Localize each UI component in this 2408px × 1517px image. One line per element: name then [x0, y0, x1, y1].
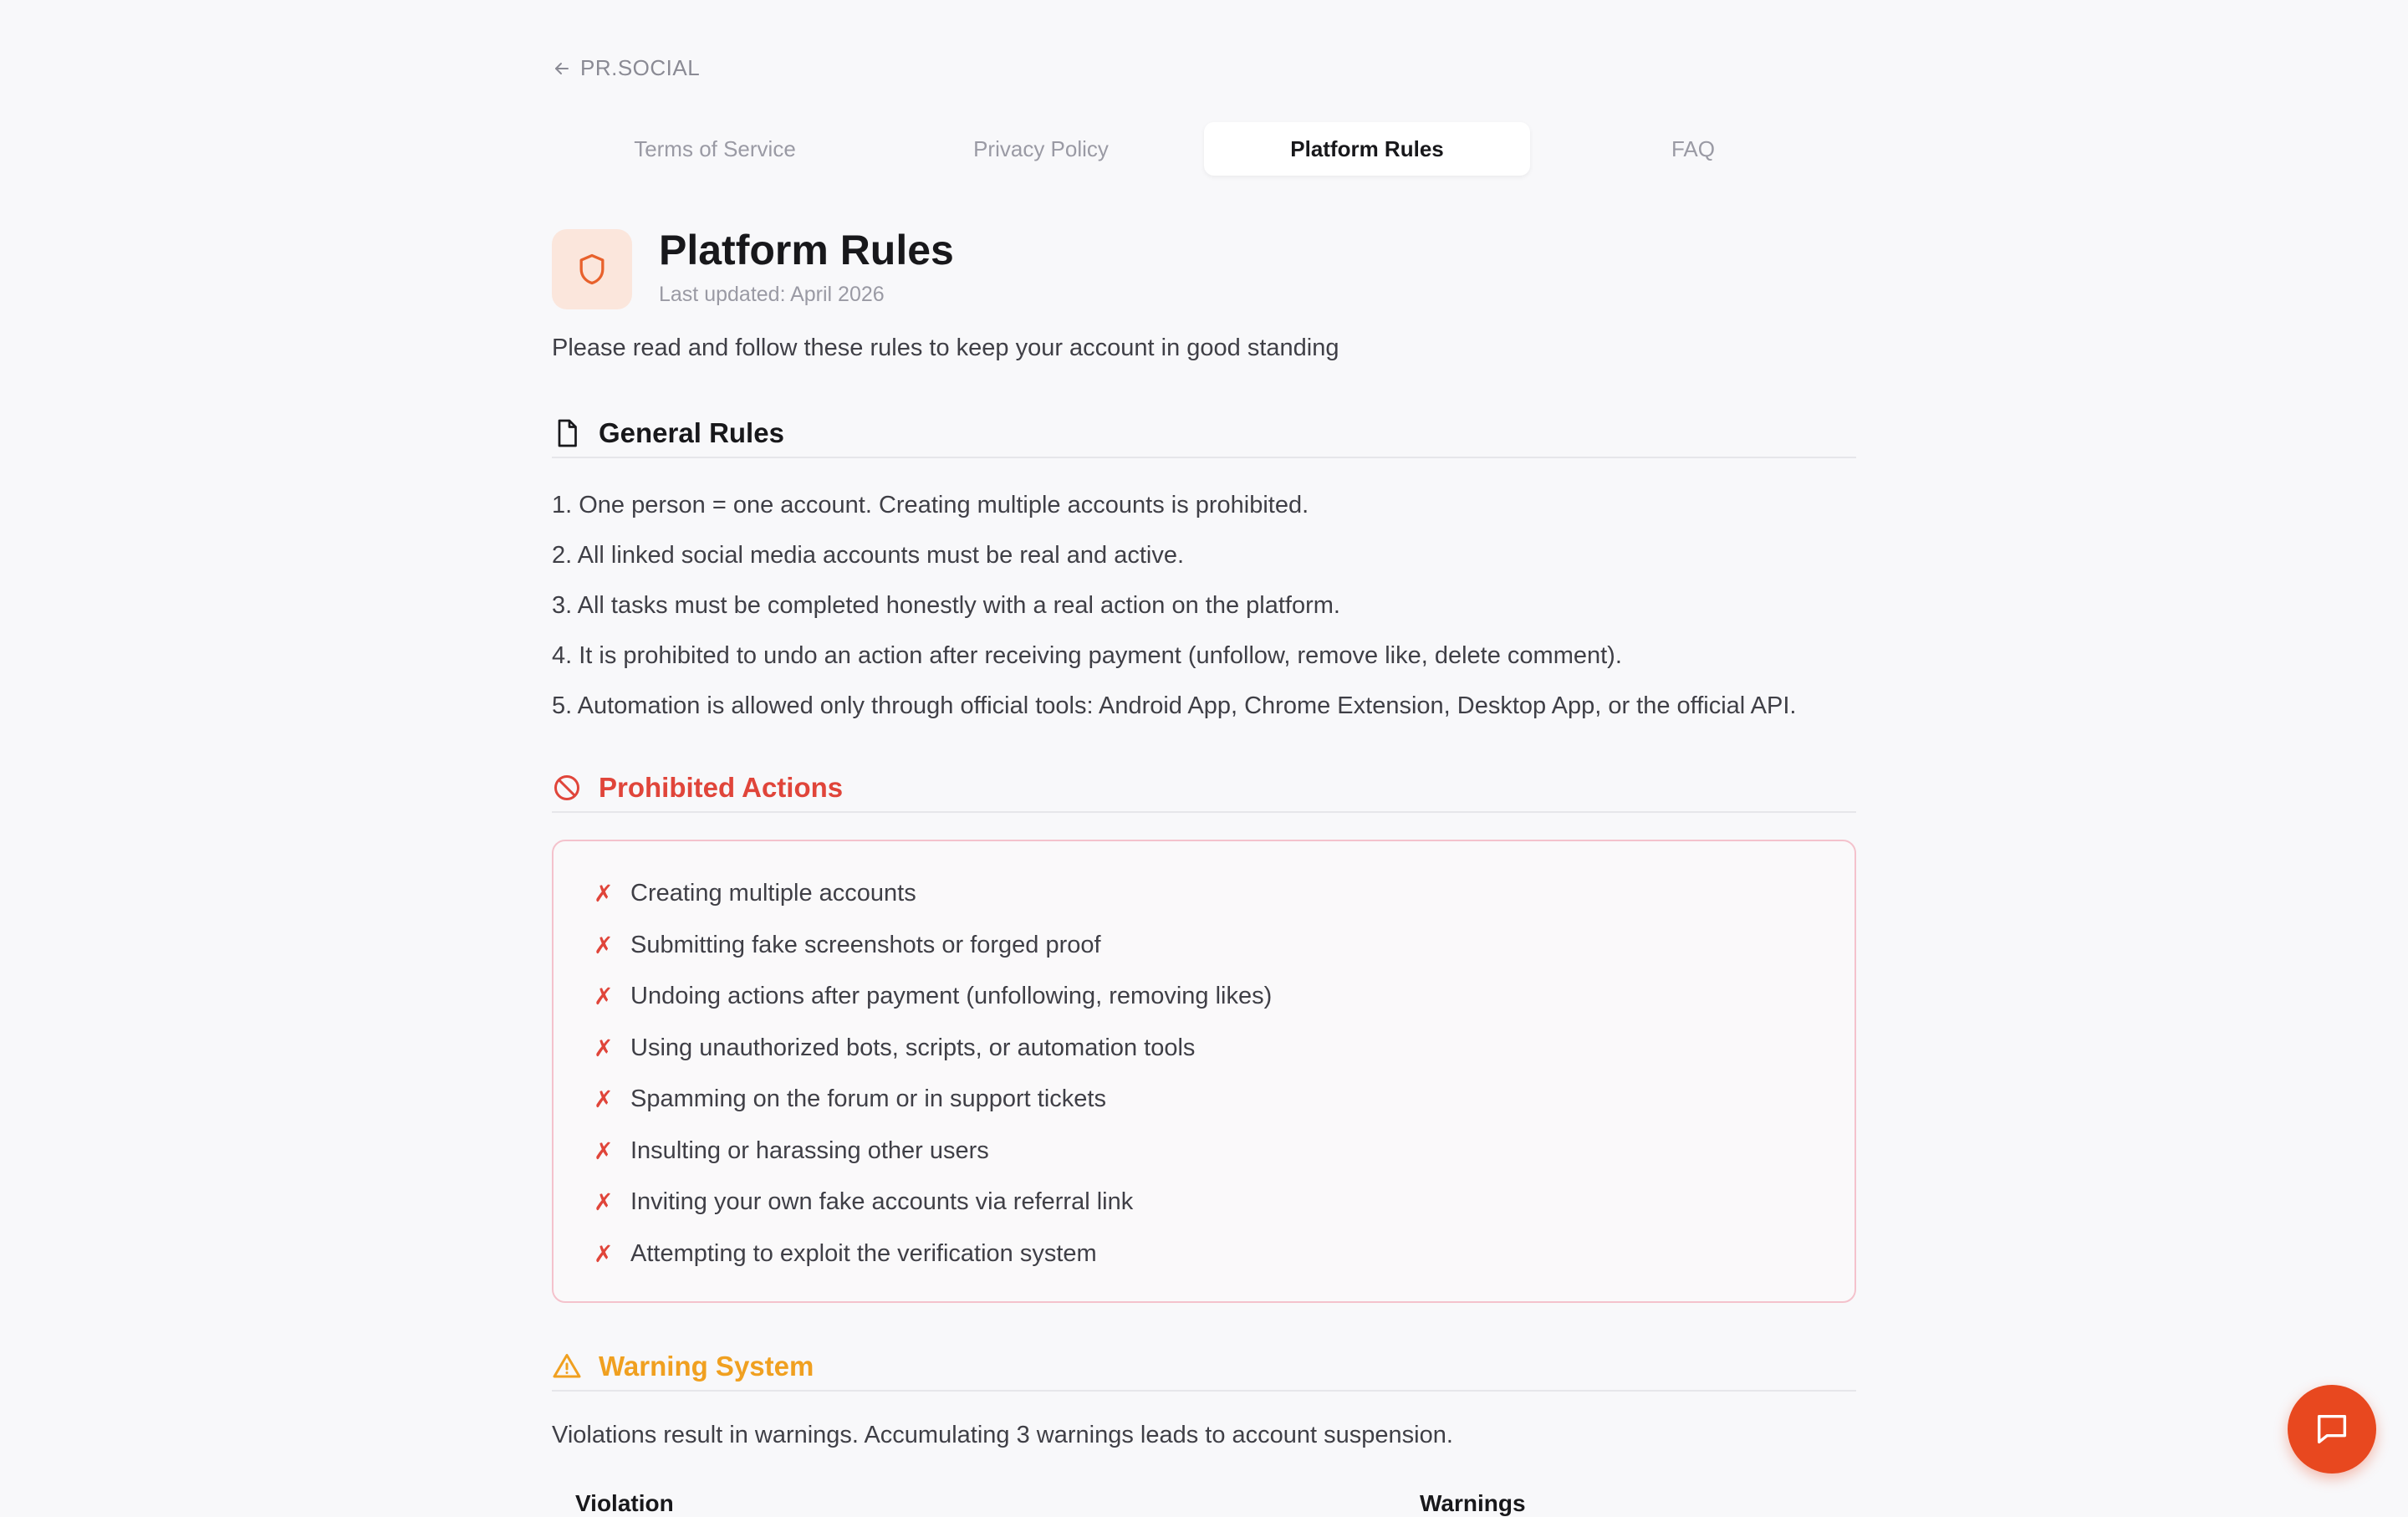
list-item: [594, 1126, 1272, 1177]
general-rules-heading: [552, 410, 1856, 458]
cross-icon: ✗: [594, 881, 614, 907]
list-item: [594, 868, 1272, 920]
cross-icon: ✗: [594, 983, 614, 1010]
intro-text: Please read and follow these rules to keep your account in good standing: [552, 335, 1339, 361]
tab-faq[interactable]: FAQ: [1671, 135, 1715, 161]
cross-icon: ✗: [594, 932, 614, 958]
warning-system-title: Warning System: [599, 1351, 814, 1382]
warnings-table-header: [575, 1490, 1829, 1517]
prohibited-item-text: Spamming on the forum or in support tickets: [630, 1085, 1106, 1113]
warning-system-text: Violations result in warnings. Accumulating 3 warnings leads to account suspension.: [552, 1422, 1453, 1448]
shield-icon: [574, 251, 610, 288]
prohibited-actions-box: [552, 840, 1856, 1303]
tab-terms-of-service[interactable]: Terms of Service: [634, 135, 796, 161]
warning-system-heading: [552, 1343, 1856, 1392]
cross-icon: ✗: [594, 1240, 614, 1267]
general-rules-list: [552, 485, 1796, 736]
prohibited-actions-heading: [552, 764, 1856, 813]
list-item: [594, 920, 1272, 972]
list-item: [594, 1023, 1272, 1075]
prohibited-item-text: Submitting fake screenshots or forged proof: [630, 931, 1101, 958]
chat-bubble-icon: [2313, 1410, 2351, 1448]
prohibited-item-text: Creating multiple accounts: [630, 880, 916, 907]
list-item: 2. All linked social media accounts must be real and active.: [552, 542, 1185, 569]
cross-icon: ✗: [594, 1189, 614, 1216]
list-item: 5. Automation is allowed only through official tools: Android App, Chrome Extension, Desktop App, or the official API.: [552, 692, 1797, 719]
back-link[interactable]: [552, 55, 700, 81]
list-item: [594, 1074, 1272, 1126]
prohibited-item-text: Undoing actions after payment (unfollowing, removing likes): [630, 983, 1273, 1010]
prohibited-actions-list: [594, 868, 1272, 1279]
prohibited-item-text: Inviting your own fake accounts via referral link: [630, 1188, 1134, 1216]
prohibited-item-text: Using unauthorized bots, scripts, or automation tools: [630, 1034, 1196, 1061]
list-item: [594, 971, 1272, 1023]
legal-tabs: [552, 122, 1856, 176]
cross-icon: ✗: [594, 1034, 614, 1061]
column-header-violation: Violation: [575, 1490, 674, 1516]
tab-privacy-policy[interactable]: Privacy Policy: [973, 135, 1109, 161]
arrow-left-icon: [552, 59, 572, 79]
prohibited-item-text: Attempting to exploit the verification system: [630, 1239, 1097, 1267]
document-icon: [552, 418, 582, 448]
list-item: 4. It is prohibited to undo an action after receiving payment (unfollow, remove like, delete comment).: [552, 642, 1622, 669]
page-title: Platform Rules: [659, 227, 954, 273]
back-link-label: PR.SOCIAL: [580, 55, 701, 80]
cross-icon: ✗: [594, 1137, 614, 1164]
ban-icon: [552, 773, 582, 803]
list-item: [594, 1177, 1272, 1228]
chat-button[interactable]: [2288, 1385, 2376, 1474]
column-header-warnings: Warnings: [1420, 1490, 1526, 1516]
warning-triangle-icon: [552, 1351, 582, 1382]
list-item: 1. One person = one account. Creating multiple accounts is prohibited.: [552, 492, 1309, 518]
last-updated: Last updated: April 2026: [659, 283, 885, 306]
list-item: [594, 1228, 1272, 1280]
tab-platform-rules[interactable]: Platform Rules: [1204, 122, 1530, 176]
list-item: 3. All tasks must be completed honestly with a real action on the platform.: [552, 592, 1340, 619]
shield-badge: [552, 229, 632, 309]
prohibited-item-text: Insulting or harassing other users: [630, 1136, 989, 1164]
cross-icon: ✗: [594, 1086, 614, 1113]
prohibited-actions-title: Prohibited Actions: [599, 772, 844, 803]
general-rules-title: General Rules: [599, 417, 784, 448]
